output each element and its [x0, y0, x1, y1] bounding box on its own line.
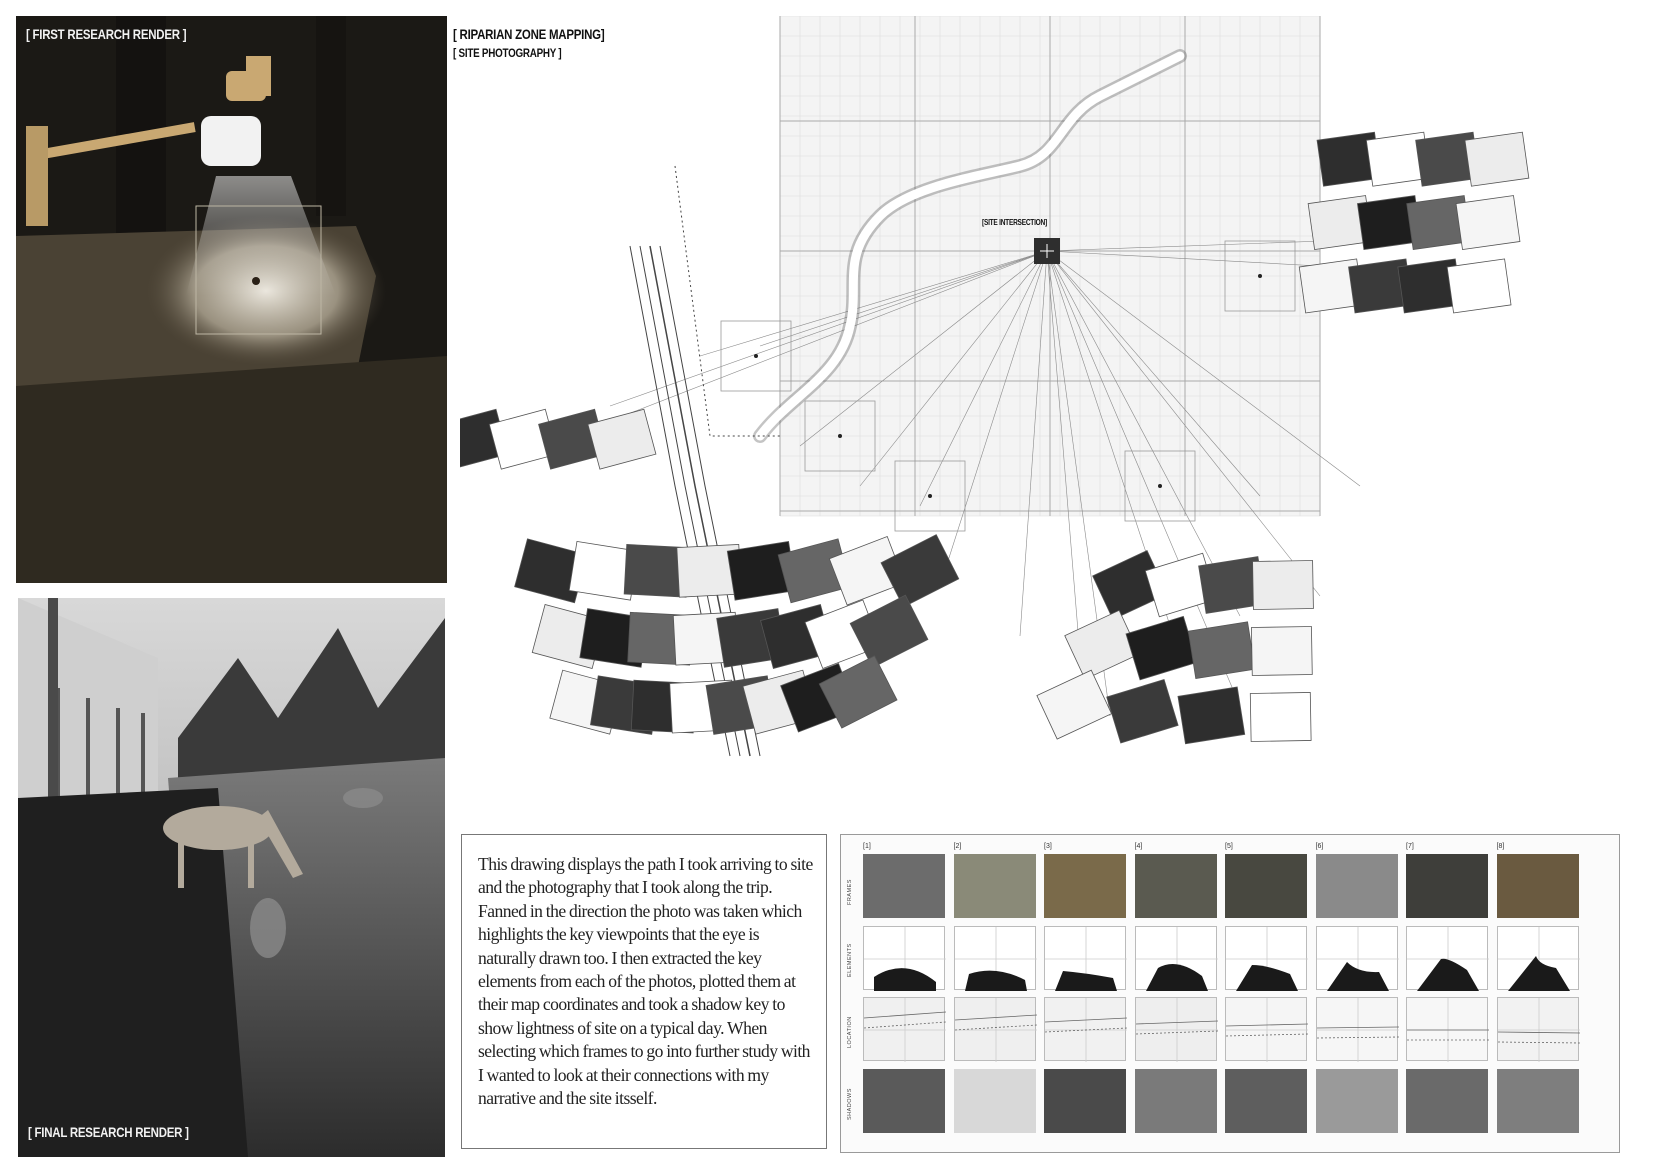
photo-thumbnail — [1065, 610, 1140, 679]
study-cell — [863, 997, 945, 1061]
study-cell — [1135, 926, 1217, 990]
photo-thumbnail — [1126, 616, 1197, 679]
photo-thumbnail — [1188, 622, 1255, 679]
photo-fan-left — [460, 409, 656, 469]
study-cell — [954, 997, 1036, 1061]
study-cell — [1316, 997, 1398, 1061]
study-cell — [1316, 926, 1398, 990]
map-title: [ RIPARIAN ZONE MAPPING] — [453, 26, 605, 42]
study-cell — [863, 854, 945, 918]
first-research-render — [16, 16, 447, 583]
first-render-image — [16, 16, 447, 583]
study-cell — [1225, 854, 1307, 918]
photo-thumbnail — [588, 409, 656, 469]
study-cell — [1044, 926, 1126, 990]
study-column-label: [5] — [1225, 843, 1233, 850]
study-cell — [1497, 1069, 1579, 1133]
study-cell — [1406, 854, 1488, 918]
map-subtitle: [ SITE PHOTOGRAPHY ] — [453, 46, 562, 60]
photo-fan-bottom-right — [1037, 551, 1314, 744]
photo-fan-right — [1299, 132, 1529, 313]
study-cell — [1406, 926, 1488, 990]
study-cell — [1225, 997, 1307, 1061]
study-column-label: [2] — [953, 843, 962, 850]
study-cell — [1044, 854, 1126, 918]
site-intersection-marker — [1034, 238, 1060, 264]
study-cell — [1044, 1069, 1126, 1133]
road-lines — [630, 166, 780, 756]
riparian-zone-map — [453, 16, 1640, 816]
study-cell — [954, 854, 1036, 918]
photo-thumbnail — [1456, 196, 1520, 250]
study-row-label: ELEMENTS — [847, 942, 853, 977]
final-research-render — [18, 598, 445, 1157]
photo-thumbnail — [1447, 259, 1511, 313]
study-cell — [954, 1069, 1036, 1133]
study-cell — [954, 926, 1036, 990]
study-cell — [1497, 926, 1579, 990]
study-column-label: [7] — [1406, 843, 1414, 850]
photo-fan-bottom — [515, 535, 959, 735]
frame-study-grid — [840, 834, 1620, 1153]
study-cell — [863, 926, 945, 990]
study-column-label: [4] — [1134, 843, 1143, 850]
photo-thumbnail — [1178, 687, 1245, 744]
photo-thumbnail — [1251, 626, 1312, 675]
study-cell — [1497, 997, 1579, 1061]
photo-thumbnail — [1253, 560, 1314, 609]
study-cell — [1406, 1069, 1488, 1133]
study-cell — [1316, 854, 1398, 918]
study-row-label: SHADOWS — [847, 1087, 853, 1120]
study-cell — [1316, 1069, 1398, 1133]
site-intersection-label: [SITE INTERSECTION] — [982, 218, 1047, 227]
photo-thumbnail — [1250, 692, 1311, 741]
study-cell — [1225, 926, 1307, 990]
study-cell — [1225, 1069, 1307, 1133]
description-box — [461, 834, 827, 1149]
study-cell — [1135, 854, 1217, 918]
study-cell — [1044, 997, 1126, 1061]
description-text: This drawing displays the path I took arriving to site and the photography that I took along the trip. Fanned in the direction the photo was taken which highlights the key viewpoints that the eye is naturally drawn too. I then extracted the key elements from each of the photos, plotted them at their map coordinates and took a shadow key to show lightness of site on a typical day. When selecting which frames to go into further study with I wanted to look at their connections with my narrative and the site itsself. — [478, 854, 813, 1109]
map-drawing — [460, 16, 1640, 816]
study-cell — [1135, 997, 1217, 1061]
final-render-image — [18, 598, 445, 1157]
study-column-label: [1] — [863, 843, 871, 850]
photo-thumbnail — [1107, 680, 1178, 743]
photo-thumbnail — [1465, 132, 1529, 186]
study-cell — [1135, 1069, 1217, 1133]
study-cell — [863, 1069, 945, 1133]
final-render-title: [ FINAL RESEARCH RENDER ] — [28, 1124, 189, 1140]
photo-thumbnail — [1037, 670, 1112, 739]
study-column-label: [3] — [1044, 843, 1052, 850]
study-row-label: FRAMES — [847, 879, 853, 905]
first-render-title: [ FIRST RESEARCH RENDER ] — [26, 26, 187, 42]
study-cell — [1497, 854, 1579, 918]
study-column-label: [6] — [1315, 843, 1324, 850]
photo-thumbnail — [881, 535, 959, 607]
study-cell — [1406, 997, 1488, 1061]
study-row-label: LOCATION — [847, 1016, 853, 1048]
study-column-label: [8] — [1496, 843, 1505, 850]
